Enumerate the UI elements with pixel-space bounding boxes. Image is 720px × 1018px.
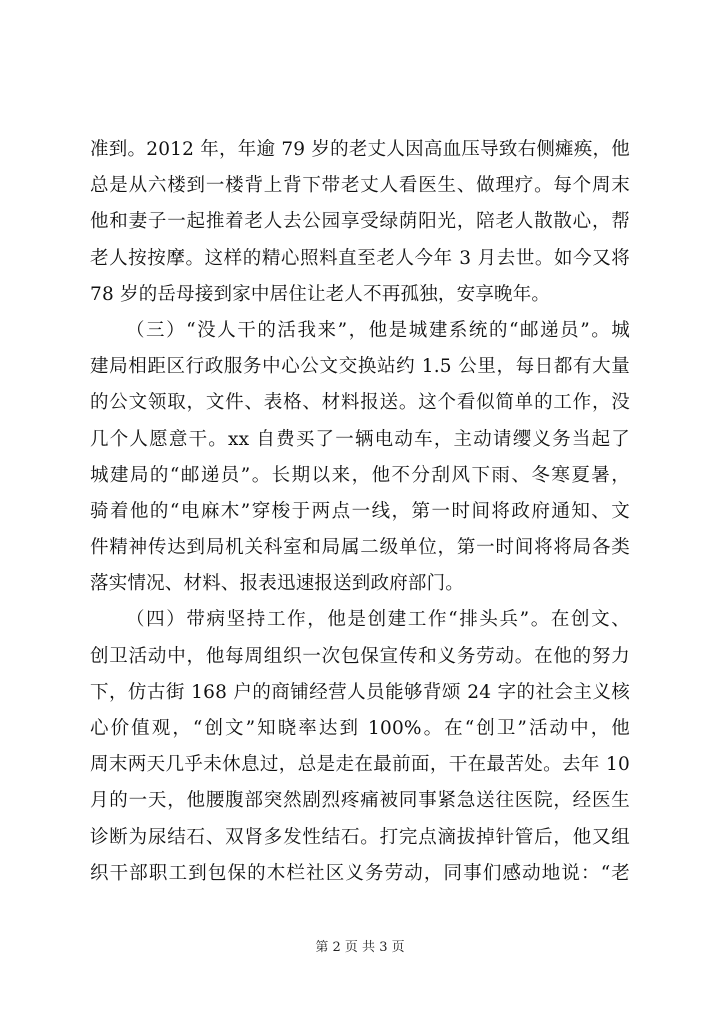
text-line: 的公文领取，文件、表格、材料报送。这个看似简单的工作，没 <box>90 392 630 414</box>
text-line: 诊断为尿结石、双肾多发性结石。打完点滴拔掉针管后，他又组 <box>90 826 630 848</box>
text-line: 创卫活动中，他每周组织一次包保宣传和义务劳动。在他的努力 <box>90 645 630 667</box>
text-line: 准到。2012 年，年逾 79 岁的老丈人因高血压导致右侧瘫痪，他 <box>90 139 630 160</box>
paragraph-start-line: （三）“没人干的活我来”，他是城建系统的“邮递员”。城 <box>126 319 630 341</box>
text-line: 城建局的“邮递员”。长期以来，他不分刮风下雨、冬寒夏暑， <box>90 464 630 486</box>
text-line: 他和妻子一起推着老人去公园享受绿荫阳光，陪老人散散心，帮 <box>90 211 630 233</box>
text-line: 月的一天，他腰腹部突然剧烈疼痛被同事紧急送往医院，经医生 <box>90 790 630 812</box>
page-number: 第 2 页 共 3 页 <box>315 940 405 955</box>
text-line: 建局相距区行政服务中心公文交换站约 1.5 公里，每日都有大量 <box>90 356 630 378</box>
text-line: 老人按按摩。这样的精心照料直至老人今年 3 月去世。如今又将 <box>90 247 630 269</box>
paragraph-start-line: （四）带病坚持工作，他是创建工作“排头兵”。在创文、 <box>126 609 630 631</box>
text-line: 几个人愿意干。xx 自费买了一辆电动车，主动请缨义务当起了 <box>90 428 630 450</box>
body-text <box>90 132 630 892</box>
text-line: 件精神传达到局机关科室和局属二级单位，第一时间将将局各类 <box>90 537 630 559</box>
text-line: 心价值观，“创文”知晓率达到 100%。在“创卫”活动中，他 <box>90 718 630 739</box>
page-footer <box>0 936 720 955</box>
text-line: 织干部职工到包保的木栏社区义务劳动，同事们感动地说：“老 <box>90 862 630 884</box>
paragraph-end-line: 落实情况、材料、报表迅速报送到政府部门。 <box>90 573 465 595</box>
text-line: 周末两天几乎未休息过，总是走在最前面，干在最苦处。去年 10 <box>90 754 630 776</box>
text-line: 骑着他的“电麻木”穿梭于两点一线，第一时间将政府通知、文 <box>90 500 630 522</box>
text-line: 下，仿古街 168 户的商铺经营人员能够背颂 24 字的社会主义核 <box>90 681 630 703</box>
paragraph-end-line: 78 岁的岳母接到家中居住让老人不再孤独，安享晚年。 <box>90 283 551 305</box>
text-line: 总是从六楼到一楼背上背下带老丈人看医生、做理疗。每个周末 <box>90 175 630 197</box>
